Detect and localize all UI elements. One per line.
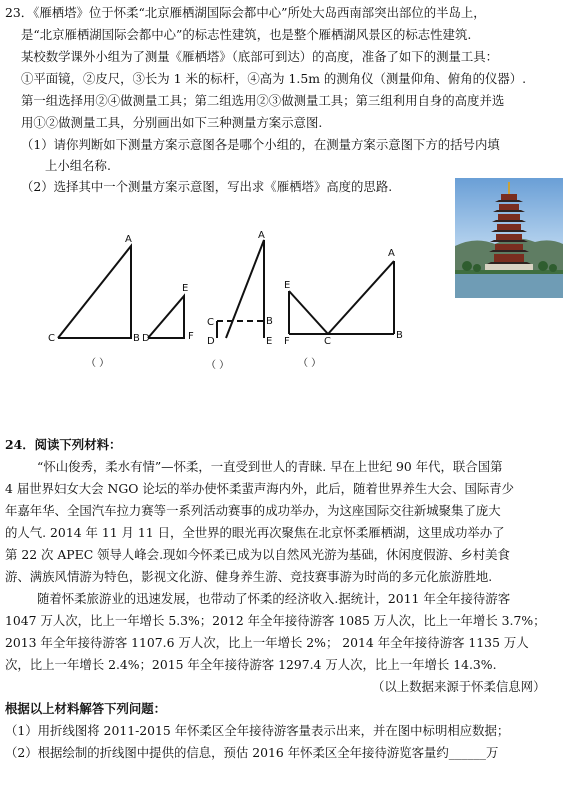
fig1-label-b: B <box>133 333 140 344</box>
fig3-label-c: C <box>324 336 331 347</box>
q24-question-2: （2）根据绘制的折线图中提供的信息，预估 2016 年怀柔区全年接待游览客量约______万 <box>5 745 499 760</box>
fig1-small-triangle <box>148 296 184 338</box>
fig1-label-e: E <box>182 283 189 294</box>
fig3-label-a: A <box>388 248 395 259</box>
q24-para-line-4: 的人气. 2014 年 11 月 11 日，全世界的眼光再次聚焦在北京怀柔雁栖湖，这里成功举办了 <box>5 525 505 540</box>
q24-para-line-5: 第 22 次 APEC 领导人峰会.现如今怀柔已成为以自然风光游为基础，休闲度假游、乡村美食 <box>5 547 510 562</box>
q24-question-1: （1）用折线图将 2011-2015 年怀柔区全年接待游客量表示出来，并在图中标明相应数据； <box>5 723 510 738</box>
q24-para-line-8: 1047 万人次，比上一年增长 5.3%；2012 年全年接待游客 1085 万人次，比上一年增长 3.7%； <box>5 613 546 628</box>
q23-line-3: 某校数学课外小组为了测量《雁栖塔》（底部可到达）的高度，准备了如下的测量工具： <box>21 49 499 64</box>
q23-line-6: 用①②做测量工具，分别画出如下三种测量方案示意图. <box>21 115 323 130</box>
q24-source-note: （以上数据来源于怀柔信息网） <box>372 679 546 694</box>
fig3-label-f: F <box>284 336 290 347</box>
fig3-incident-ray <box>289 291 328 334</box>
q24-para-line-2: 4 届世界妇女大会 NGO 论坛的举办使怀柔蜚声海内外，此后，随着世界养生大会、国际青少 <box>5 481 515 496</box>
fig1-paren: （ ） <box>86 358 110 369</box>
fig3-reflected-ray <box>328 261 394 334</box>
fig3-label-b: B <box>396 330 403 341</box>
q24-questions-title: 根据以上材料解答下列问题： <box>5 701 167 716</box>
fig1-label-f: F <box>188 331 194 342</box>
fig1-label-a: A <box>125 234 132 245</box>
q24-para-line-3: 年嘉年华、全国汽车拉力赛等一系列活动赛事的成功举办，为这座国际交往新城聚集了庞大 <box>5 503 501 518</box>
fig2-label-d: D <box>207 336 215 347</box>
q24-para-line-6: 游、满族风情游为特色，影视文化游、健身养生游、竞技赛事游为时尚的多元化旅游胜地. <box>5 569 493 584</box>
fig1-big-triangle <box>58 246 131 338</box>
q24-title: 24．阅读下列材料： <box>5 437 122 452</box>
q24-para-line-9: 2013 年全年接待游客 1107.6 万人次，比上一年增长 2%； 2014 年全年接待游客 1135 万人 <box>5 635 529 650</box>
q23-line-4: ①平面镜，②皮尺，③长为 1 米的标杆，④高为 1.5m 的测角仪（测量仰角、俯角的仪器）. <box>21 71 527 86</box>
fig3-label-e: E <box>284 280 291 291</box>
fig2-label-c: C <box>207 317 214 328</box>
q23-line-2: 是“北京雁栖湖国际会都中心”的标志性建筑，也是整个雁栖湖风景区的标志性建筑. <box>21 27 472 42</box>
q23-line-8: 上小组名称. <box>45 158 111 173</box>
q23-line-5: 第一组选择用②④做测量工具；第二组选用②③做测量工具；第三组利用自身的高度并选 <box>21 93 505 108</box>
q24-para-line-1: “怀山俊秀，柔水有情”—怀柔，一直受到世人的青睐. 早在上世纪 90 年代，联合国第 <box>37 459 503 474</box>
q24-para-line-10: 次，比上一年增长 2.4%；2015 年全年接待游客 1297.4 万人次，比上一年增长 14.3%. <box>5 657 497 672</box>
fig2-label-b: B <box>266 316 273 327</box>
q23-line-1: 23．《雁栖塔》位于怀柔“北京雁栖湖国际会都中心”所处大岛西南部突出部位的半岛上， <box>5 5 486 20</box>
fig3-paren: （ ） <box>298 358 322 369</box>
q23-line-9: （2）选择其中一个测量方案示意图，写出求《雁栖塔》高度的思路. <box>21 179 393 194</box>
measurement-diagrams <box>36 226 436 372</box>
pagoda-photo <box>455 178 563 298</box>
fig2-label-e: E <box>266 336 273 347</box>
fig1-label-c: C <box>48 333 55 344</box>
fig2-label-a: A <box>258 230 265 241</box>
q24-para-line-7: 随着怀柔旅游业的迅速发展，也带动了怀柔的经济收入.据统计，2011 年全年接待游客 <box>37 591 511 606</box>
fig2-paren: （ ） <box>206 360 230 371</box>
fig1-label-d: D <box>142 333 150 344</box>
fig2-tower-outline <box>226 240 264 338</box>
q23-line-7: （1）请你判断如下测量方案示意图各是哪个小组的，在测量方案示意图下方的括号内填 <box>21 137 500 152</box>
